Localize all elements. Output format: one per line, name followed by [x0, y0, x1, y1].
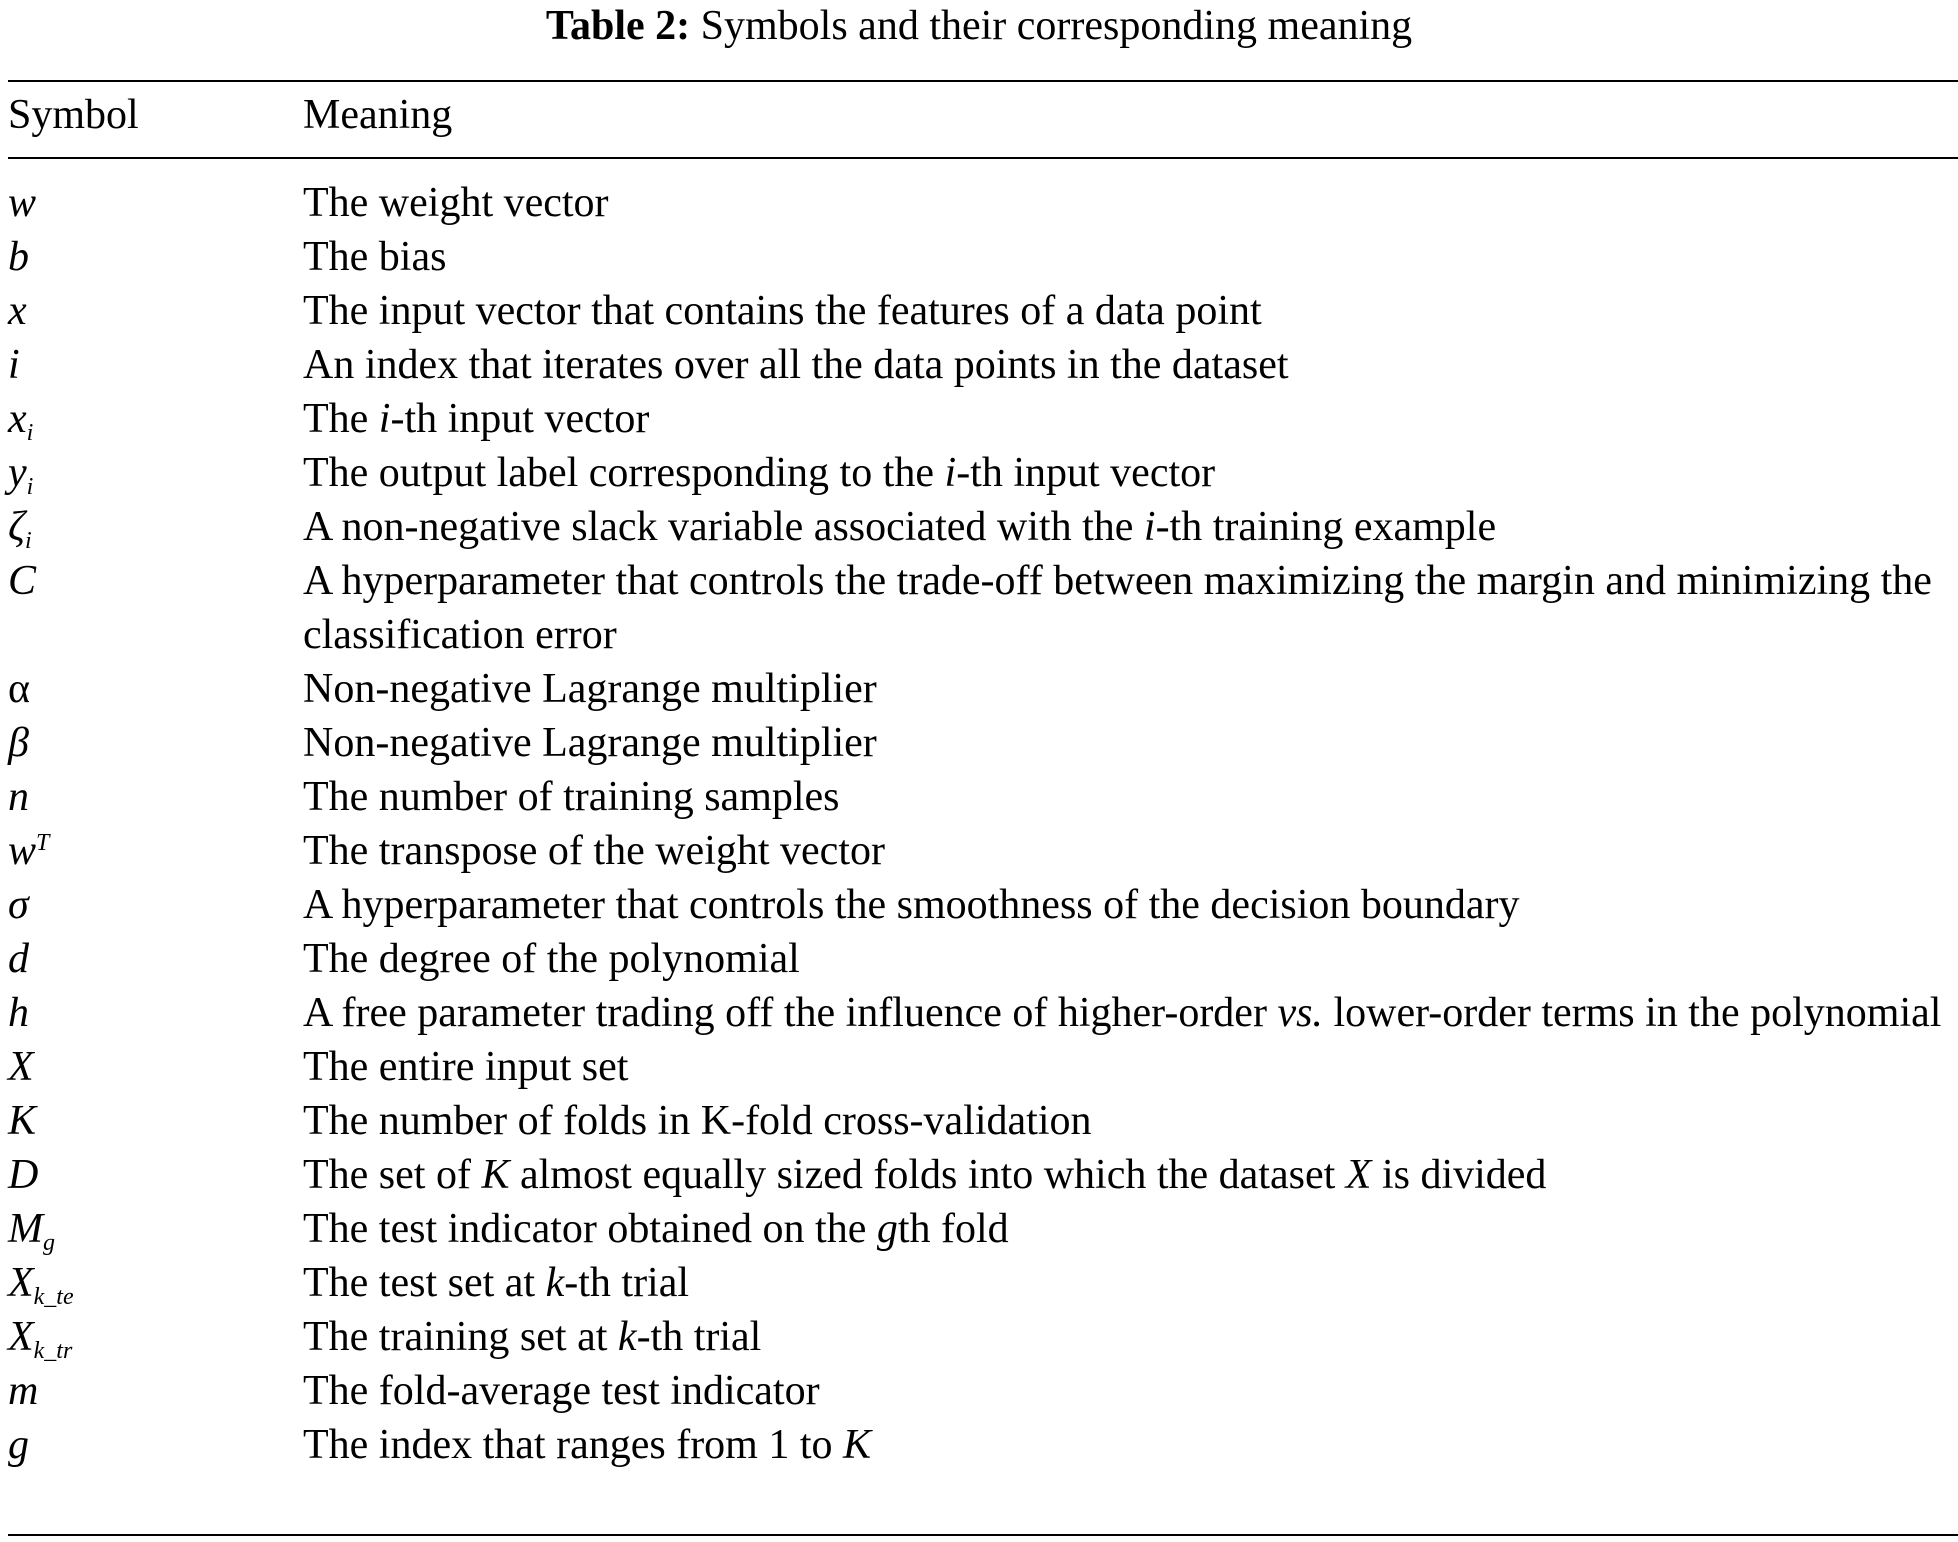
table-row [0, 176, 1958, 230]
meaning-cell [303, 500, 1958, 554]
symbol-cell [0, 338, 303, 392]
meaning-text: The bias [303, 234, 447, 280]
table-row [0, 392, 1958, 446]
meaning-cell [303, 716, 1958, 770]
symbol-subscript: k_te [33, 1284, 74, 1310]
meaning-text: The output label corresponding to the [303, 450, 945, 496]
table-row [0, 770, 1958, 824]
meaning-cell [303, 932, 1958, 986]
meaning-text: The test indicator obtained on the [303, 1206, 877, 1252]
table-row [0, 878, 1958, 932]
symbol-cell [0, 446, 303, 500]
meaning-cell [303, 446, 1958, 500]
meaning-text: The set of [303, 1152, 482, 1198]
meaning-italic: i [378, 396, 391, 442]
symbol-cell [0, 176, 303, 230]
meaning-text: The weight vector [303, 180, 609, 226]
caption-text: Symbols and their corresponding meaning [690, 3, 1413, 49]
table-row [0, 338, 1958, 392]
symbol-cell [0, 1202, 303, 1256]
symbol-cell [0, 1256, 303, 1310]
table-row [0, 446, 1958, 500]
meaning-cell [303, 1364, 1958, 1418]
table-row [0, 1040, 1958, 1094]
meaning-text: Non-negative Lagrange multiplier [303, 720, 877, 766]
symbol-cell [0, 1364, 303, 1418]
meaning-text: -th training example [1155, 504, 1497, 550]
symbol-cell [0, 392, 303, 446]
symbol-base: X [8, 1044, 34, 1090]
table-row [0, 986, 1958, 1040]
table-row [0, 284, 1958, 338]
symbol-base: n [8, 774, 29, 820]
symbol-base: b [8, 234, 29, 280]
meaning-text: th fold [897, 1206, 1009, 1252]
symbol-base: d [8, 936, 29, 982]
symbol-cell [0, 1148, 303, 1202]
symbol-subscript: g [43, 1230, 55, 1256]
symbol-cell [0, 824, 303, 878]
symbol-base: i [8, 342, 20, 388]
meaning-cell [303, 1040, 1958, 1094]
symbol-subscript: k_tr [33, 1338, 73, 1364]
symbol-cell [0, 1418, 303, 1472]
meaning-text: A hyperparameter that controls the smoothness of the decision boundary [303, 882, 1520, 928]
meaning-text: The number of folds in K-fold cross-validation [303, 1098, 1092, 1144]
meaning-cell [303, 1148, 1958, 1202]
table-row [0, 1202, 1958, 1256]
meaning-cell [303, 338, 1958, 392]
meaning-text: The input vector that contains the features of a data point [303, 288, 1262, 334]
meaning-cell [303, 1310, 1958, 1364]
symbol-base: X [8, 1314, 34, 1360]
meaning-text: lower-order terms in the polynomial [1322, 990, 1942, 1036]
table-row [0, 662, 1958, 716]
meaning-text: The index that ranges from 1 to [303, 1422, 844, 1468]
header-symbol: Symbol [8, 92, 139, 138]
meaning-text: A hyperparameter that controls the trade-off between maximizing the margin and minimizing the classification error [303, 558, 1932, 658]
symbol-cell [0, 1310, 303, 1364]
symbol-base: K [8, 1098, 37, 1144]
symbol-base: β [8, 720, 29, 766]
meaning-italic: K [843, 1422, 872, 1468]
meaning-cell [303, 878, 1958, 932]
meaning-cell [303, 986, 1958, 1040]
table-row [0, 824, 1958, 878]
top-rule [8, 80, 1958, 82]
meaning-cell [303, 284, 1958, 338]
symbol-base: g [8, 1422, 29, 1468]
meaning-cell [303, 662, 1958, 716]
symbol-cell [0, 878, 303, 932]
symbol-cell [0, 284, 303, 338]
symbol-base: α [8, 666, 31, 712]
table-row [0, 230, 1958, 284]
meaning-italic: i [1143, 504, 1156, 550]
header-meaning: Meaning [303, 92, 453, 138]
meaning-text: -th trial [636, 1314, 762, 1360]
meaning-text: A free parameter trading off the influence of higher-order [303, 990, 1278, 1036]
meaning-italic: X [1345, 1152, 1372, 1198]
table-row [0, 716, 1958, 770]
table-row [0, 554, 1958, 662]
table-row [0, 1310, 1958, 1364]
meaning-cell [303, 1202, 1958, 1256]
caption-label: Table 2: [545, 3, 691, 49]
symbol-cell [0, 770, 303, 824]
symbol-base: w [8, 180, 37, 226]
symbol-cell [0, 986, 303, 1040]
meaning-text: The test set at [303, 1260, 546, 1306]
symbol-base: y [8, 450, 27, 496]
symbol-cell [0, 932, 303, 986]
table-row [0, 500, 1958, 554]
meaning-italic: i [944, 450, 957, 496]
symbol-base: D [8, 1152, 39, 1198]
meaning-cell [303, 770, 1958, 824]
meaning-cell [303, 230, 1958, 284]
symbol-subscript: i [25, 528, 32, 554]
symbol-base: C [8, 558, 37, 604]
meaning-cell [303, 554, 1958, 662]
meaning-text: A non-negative slack variable associated with the [303, 504, 1144, 550]
bottom-rule [8, 1534, 1958, 1536]
table-row [0, 1418, 1958, 1472]
symbol-base: w [8, 828, 37, 874]
meaning-cell [303, 392, 1958, 446]
symbol-cell [0, 500, 303, 554]
symbol-base: m [8, 1368, 39, 1414]
meaning-text: -th input vector [390, 396, 650, 442]
meaning-text: The fold-average test indicator [303, 1368, 820, 1414]
symbol-subscript: i [26, 420, 34, 446]
symbol-base: x [8, 396, 27, 442]
symbol-cell [0, 230, 303, 284]
meaning-italic: K [481, 1152, 510, 1198]
meaning-text: almost equally sized folds into which the dataset [509, 1152, 1346, 1198]
symbol-base: X [8, 1260, 34, 1306]
symbol-cell [0, 1040, 303, 1094]
meaning-italic: k [545, 1260, 565, 1306]
symbol-subscript: i [26, 474, 34, 500]
meaning-text: -th trial [564, 1260, 690, 1306]
meaning-cell [303, 824, 1958, 878]
symbol-base: M [8, 1206, 43, 1252]
meaning-cell [303, 1094, 1958, 1148]
meaning-text: Non-negative Lagrange multiplier [303, 666, 877, 712]
table-caption [0, 0, 1958, 52]
meaning-text: An index that iterates over all the data points in the dataset [303, 342, 1289, 388]
meaning-text: The transpose of the weight vector [303, 828, 885, 874]
symbol-base: x [8, 288, 27, 334]
meaning-text: The training set at [303, 1314, 618, 1360]
symbol-cell [0, 716, 303, 770]
meaning-text: is divided [1371, 1152, 1547, 1198]
header-rule [8, 157, 1958, 159]
table-body [0, 176, 1958, 1472]
meaning-text: -th input vector [956, 450, 1216, 496]
table-row [0, 1148, 1958, 1202]
meaning-text: The number of training samples [303, 774, 840, 820]
table-row [0, 932, 1958, 986]
table-row [0, 1364, 1958, 1418]
meaning-text: The degree of the polynomial [303, 936, 800, 982]
meaning-cell [303, 1418, 1958, 1472]
table-row [0, 1094, 1958, 1148]
symbol-cell [0, 662, 303, 716]
symbol-superscript: T [36, 830, 50, 856]
meaning-text: The [303, 396, 379, 442]
symbol-base: h [8, 990, 29, 1036]
meaning-italic: k [617, 1314, 637, 1360]
meaning-cell [303, 1256, 1958, 1310]
table-row [0, 1256, 1958, 1310]
symbol-cell [0, 554, 303, 662]
symbol-cell [0, 1094, 303, 1148]
meaning-cell [303, 176, 1958, 230]
meaning-italic: g [876, 1206, 898, 1252]
meaning-text: The entire input set [303, 1044, 629, 1090]
symbol-base: ζ [8, 504, 26, 550]
symbol-base: σ [8, 882, 29, 928]
meaning-italic: vs. [1277, 990, 1323, 1036]
